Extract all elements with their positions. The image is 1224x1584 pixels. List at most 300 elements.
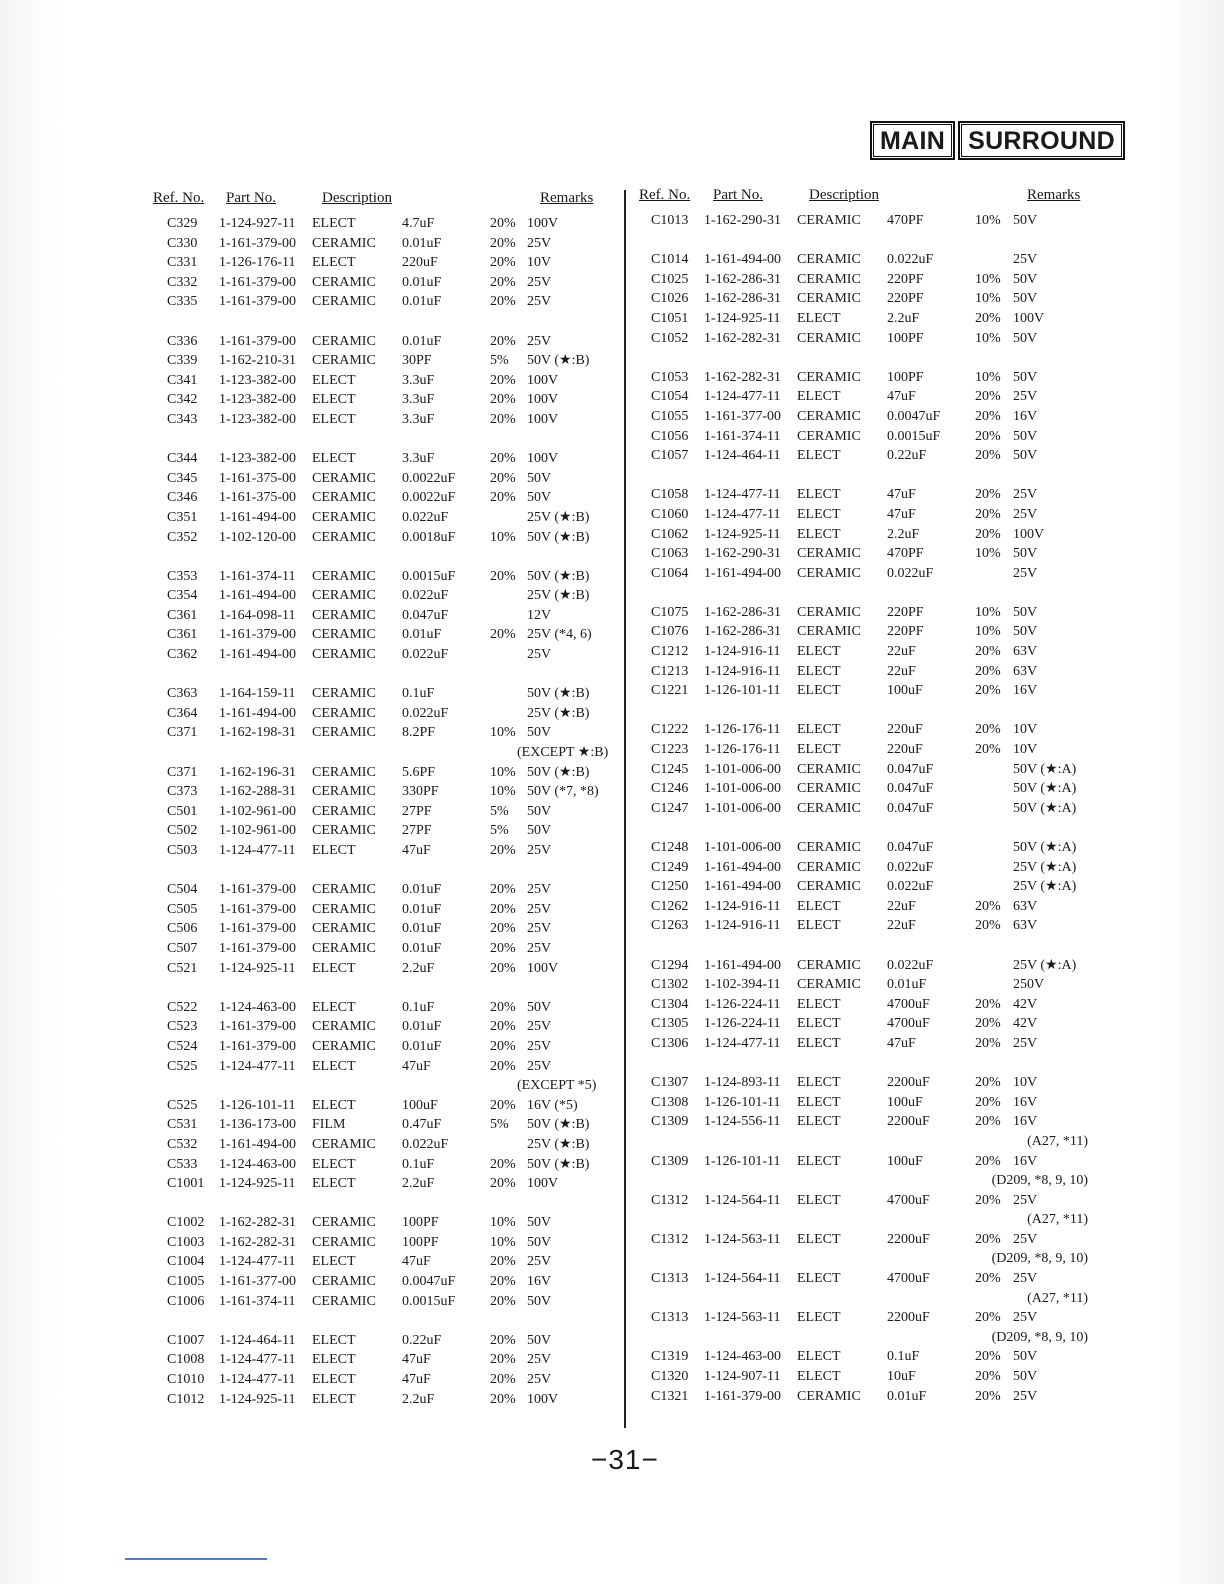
remark-note: (A27, *11) — [1027, 1212, 1088, 1228]
cell-remarks: 50V (★:A) — [1013, 761, 1077, 777]
cell-part-no: 1-124-916-11 — [704, 644, 781, 660]
cell-ref-no: C353 — [167, 568, 198, 584]
cell-part-no: 1-102-394-11 — [704, 977, 781, 993]
cell-value: 0.0015uF — [402, 1293, 456, 1309]
cell-remarks: 100V — [527, 1391, 559, 1407]
cell-remarks: 16V — [1013, 408, 1038, 424]
cell-description: ELECT — [797, 1310, 841, 1326]
cell-part-no: 1-162-288-31 — [219, 784, 296, 800]
cell-remarks: 50V (★:A) — [1013, 840, 1077, 855]
cell-remarks: 50V — [1013, 369, 1038, 385]
cell-description: CERAMIC — [797, 957, 861, 973]
cell-value: 0.01uF — [402, 940, 442, 956]
cell-remarks: 63V — [1013, 644, 1038, 660]
table-row — [636, 250, 1092, 270]
remark-note-row — [636, 1289, 1092, 1309]
table-row — [636, 1073, 1092, 1093]
table-row — [636, 427, 1092, 447]
table-row — [636, 211, 1092, 231]
cell-tolerance: 5% — [490, 803, 509, 819]
cell-description: ELECT — [312, 1156, 356, 1172]
cell-ref-no: C1319 — [651, 1349, 689, 1365]
cell-value: 27PF — [402, 803, 432, 819]
cell-value: 0.0015uF — [402, 568, 456, 584]
cell-ref-no: C1312 — [651, 1192, 689, 1208]
cell-value: 30PF — [402, 353, 432, 369]
cell-description: FILM — [312, 1117, 346, 1133]
cell-tolerance: 20% — [975, 1369, 1001, 1385]
cell-remarks: 12V — [527, 607, 552, 623]
cell-part-no: 1-162-286-31 — [704, 291, 781, 307]
cell-ref-no: C524 — [167, 1038, 198, 1054]
cell-remarks: 16V — [527, 1274, 552, 1290]
cell-ref-no: C371 — [167, 764, 198, 780]
cell-ref-no: C1305 — [651, 1016, 689, 1032]
cell-part-no: 1-124-916-11 — [704, 663, 781, 679]
cell-part-no: 1-124-477-11 — [219, 1372, 296, 1388]
table-row — [636, 1367, 1092, 1387]
cell-value: 22uF — [887, 644, 916, 660]
table-row — [150, 469, 612, 489]
cell-ref-no: C362 — [167, 647, 198, 663]
cell-remarks: 25V — [527, 1372, 552, 1388]
cell-value: 0.022uF — [402, 588, 449, 604]
table-row — [636, 446, 1092, 466]
table-row — [150, 802, 612, 822]
cell-ref-no: C1002 — [167, 1215, 205, 1231]
cell-part-no: 1-161-494-00 — [704, 957, 781, 973]
cell-remarks: 50V (★:B) — [527, 1117, 590, 1133]
cell-description: ELECT — [312, 1097, 356, 1113]
cell-description: ELECT — [312, 216, 356, 231]
cell-remarks: 100V — [527, 960, 559, 976]
cell-remarks: 10V — [1013, 1075, 1038, 1091]
cell-ref-no: C1304 — [651, 996, 689, 1012]
cell-value: 220PF — [887, 291, 924, 307]
cell-tolerance: 5% — [490, 823, 509, 839]
cell-part-no: 1-126-101-11 — [704, 1094, 781, 1110]
cell-ref-no: C361 — [167, 607, 198, 623]
table-row — [150, 1331, 612, 1351]
cell-remarks: 10V — [1013, 742, 1038, 758]
cell-value: 0.047uF — [887, 781, 934, 797]
cell-tolerance: 10% — [975, 624, 1001, 640]
parts-list-right — [636, 183, 1092, 1406]
cell-value: 0.22uF — [402, 1332, 442, 1348]
cell-ref-no: C1052 — [651, 330, 689, 346]
cell-tolerance: 5% — [490, 1117, 509, 1133]
cell-tolerance: 20% — [975, 1016, 1001, 1032]
table-row — [150, 1037, 612, 1057]
cell-part-no: 1-124-927-11 — [219, 216, 296, 231]
cell-part-no: 1-126-224-11 — [704, 996, 781, 1012]
cell-tolerance: 20% — [975, 506, 1001, 522]
table-row — [150, 1096, 612, 1116]
cell-part-no: 1-162-286-31 — [704, 604, 781, 620]
cell-part-no: 1-162-282-31 — [219, 1234, 296, 1250]
cell-description: ELECT — [797, 389, 841, 405]
cell-tolerance: 20% — [975, 1310, 1001, 1326]
cell-description: CERAMIC — [312, 235, 376, 251]
cell-remarks: 50V (★:B) — [527, 529, 590, 545]
cell-part-no: 1-124-477-11 — [704, 389, 781, 405]
cell-value: 100uF — [887, 683, 923, 699]
remark-note: (D209, *8, 9, 10) — [991, 1173, 1088, 1189]
cell-ref-no: C1006 — [167, 1293, 205, 1309]
remark-note-row — [150, 743, 612, 763]
cell-remarks: 42V — [1013, 1016, 1038, 1032]
cell-tolerance: 20% — [490, 1352, 516, 1368]
cell-tolerance: 20% — [975, 1231, 1001, 1247]
cell-description: CERAMIC — [312, 1038, 376, 1054]
cell-part-no: 1-161-494-00 — [704, 879, 781, 895]
cell-part-no: 1-101-006-00 — [704, 800, 781, 816]
cell-remarks: 100V — [527, 411, 559, 427]
cell-remarks: 25V — [1013, 1192, 1038, 1208]
cell-remarks: 50V — [527, 803, 552, 819]
cell-ref-no: C341 — [167, 372, 198, 388]
cell-description: ELECT — [797, 644, 841, 660]
cell-description: CERAMIC — [797, 859, 861, 875]
cell-tolerance: 10% — [975, 271, 1001, 287]
table-row — [150, 821, 612, 841]
cell-description: CERAMIC — [312, 588, 376, 604]
cell-ref-no: C1013 — [651, 213, 689, 228]
cell-description: ELECT — [797, 506, 841, 522]
cell-remarks: 16V — [1013, 1153, 1038, 1169]
remark-note-row — [636, 1328, 1092, 1348]
cell-value: 0.022uF — [887, 957, 934, 973]
table-row — [150, 1057, 612, 1077]
cell-description: ELECT — [312, 392, 356, 408]
cell-remarks: 250V — [1013, 977, 1045, 993]
remark-note: (EXCEPT *5) — [517, 1078, 597, 1094]
cell-part-no: 1-124-556-11 — [704, 1114, 781, 1130]
table-row — [636, 309, 1092, 329]
cell-part-no: 1-161-494-00 — [704, 252, 781, 268]
cell-description: ELECT — [797, 898, 841, 914]
cell-remarks: 50V — [1013, 330, 1038, 346]
table-row — [150, 723, 612, 743]
cell-description: ELECT — [797, 1153, 841, 1169]
cell-remarks: 25V (*4, 6) — [527, 627, 592, 643]
cell-value: 10uF — [887, 1369, 916, 1385]
table-row — [150, 528, 612, 548]
cell-value: 0.022uF — [887, 565, 934, 581]
cell-ref-no: C1262 — [651, 898, 689, 914]
cell-part-no: 1-161-494-00 — [219, 588, 296, 604]
cell-tolerance: 20% — [975, 1153, 1001, 1169]
cell-remarks: 63V — [1013, 898, 1038, 914]
table-row — [636, 720, 1092, 740]
cell-part-no: 1-161-379-00 — [219, 1019, 296, 1035]
cell-ref-no: C1248 — [651, 840, 689, 855]
cell-description: CERAMIC — [312, 1274, 376, 1290]
cell-tolerance: 20% — [975, 408, 1001, 424]
table-row — [150, 763, 612, 783]
cell-description: CERAMIC — [797, 291, 861, 307]
cell-tolerance: 10% — [490, 1215, 516, 1231]
cell-part-no: 1-161-379-00 — [219, 940, 296, 956]
cell-ref-no: C1010 — [167, 1372, 205, 1388]
cell-part-no: 1-161-374-11 — [704, 428, 781, 444]
cell-ref-no: C503 — [167, 843, 198, 858]
table-row — [150, 1252, 612, 1272]
cell-ref-no: C502 — [167, 823, 198, 839]
remark-note: (A27, *11) — [1027, 1133, 1088, 1149]
cell-description: CERAMIC — [312, 705, 376, 721]
cell-tolerance: 20% — [490, 1372, 516, 1388]
table-row — [636, 1093, 1092, 1113]
cell-description: CERAMIC — [312, 764, 376, 780]
cell-description: CERAMIC — [797, 408, 861, 424]
cell-ref-no: C351 — [167, 509, 198, 525]
cell-ref-no: C1060 — [651, 506, 689, 522]
cell-tolerance: 20% — [490, 1019, 516, 1035]
footer-rule — [125, 1558, 267, 1560]
cell-tolerance: 20% — [490, 451, 516, 467]
table-row — [150, 351, 612, 371]
cell-value: 100uF — [887, 1153, 923, 1169]
cell-part-no: 1-126-176-11 — [704, 722, 781, 738]
cell-remarks: 25V — [527, 647, 552, 663]
cell-value: 2200uF — [887, 1114, 930, 1130]
table-row — [150, 292, 612, 312]
cell-tolerance: 20% — [975, 1349, 1001, 1365]
cell-value: 0.0047uF — [402, 1274, 456, 1290]
table-row — [150, 214, 612, 234]
cell-remarks: 25V — [1013, 506, 1038, 522]
cell-remarks: 63V — [1013, 663, 1038, 679]
cell-tolerance: 10% — [975, 604, 1001, 620]
cell-description: CERAMIC — [312, 823, 376, 839]
cell-description: CERAMIC — [312, 627, 376, 643]
table-row — [150, 782, 612, 802]
cell-part-no: 1-126-176-11 — [704, 742, 781, 758]
cell-remarks: 50V — [527, 1215, 552, 1231]
table-row — [150, 1155, 612, 1175]
cell-remarks: 50V — [527, 490, 552, 506]
table-row — [150, 586, 612, 606]
cell-ref-no: C1263 — [651, 918, 689, 934]
cell-description: CERAMIC — [312, 470, 376, 486]
badge-surround-label: SURROUND — [961, 124, 1122, 157]
header-remarks: Remarks — [540, 190, 594, 206]
cell-part-no: 1-162-290-31 — [704, 213, 781, 228]
cell-tolerance: 10% — [490, 764, 516, 780]
cell-ref-no: C1054 — [651, 389, 689, 405]
cell-description: ELECT — [797, 1114, 841, 1130]
cell-remarks: 50V — [1013, 271, 1038, 287]
cell-part-no: 1-161-494-00 — [704, 859, 781, 875]
cell-remarks: 16V — [1013, 1114, 1038, 1130]
cell-description: ELECT — [312, 1176, 356, 1192]
row-spacer — [636, 1054, 1092, 1074]
cell-value: 0.0022uF — [402, 490, 456, 506]
cell-value: 0.1uF — [887, 1349, 920, 1365]
cell-remarks: 16V (*5) — [527, 1097, 578, 1113]
cell-ref-no: C1223 — [651, 742, 689, 758]
cell-description: CERAMIC — [797, 428, 861, 444]
cell-remarks: 100V — [1013, 310, 1045, 326]
cell-description: CERAMIC — [312, 901, 376, 917]
row-spacer — [636, 583, 1092, 603]
cell-ref-no: C1005 — [167, 1274, 205, 1290]
cell-value: 47uF — [402, 843, 431, 858]
cell-value: 0.01uF — [887, 977, 927, 993]
cell-ref-no: C1221 — [651, 683, 689, 699]
cell-part-no: 1-161-375-00 — [219, 490, 296, 506]
cell-part-no: 1-161-379-00 — [219, 882, 296, 898]
table-row — [636, 681, 1092, 701]
cell-description: CERAMIC — [312, 882, 376, 898]
remark-note: (EXCEPT ★:B) — [517, 745, 609, 761]
cell-ref-no: C1247 — [651, 800, 689, 816]
parts-list-left — [150, 186, 612, 1409]
cell-ref-no: C1012 — [167, 1391, 205, 1407]
cell-remarks: 25V — [527, 235, 552, 251]
cell-remarks: 50V — [1013, 1369, 1038, 1385]
cell-part-no: 1-101-006-00 — [704, 761, 781, 777]
cell-value: 2.2uF — [402, 1176, 435, 1192]
badge-surround — [958, 121, 1125, 160]
remark-note-row — [636, 1210, 1092, 1230]
cell-description: CERAMIC — [312, 1215, 376, 1231]
cell-remarks: 50V — [527, 823, 552, 839]
cell-value: 0.01uF — [402, 1019, 442, 1035]
cell-tolerance: 20% — [490, 882, 516, 898]
table-row — [636, 740, 1092, 760]
cell-tolerance: 10% — [975, 330, 1001, 346]
cell-description: CERAMIC — [312, 490, 376, 506]
table-row — [636, 916, 1092, 936]
cell-value: 100uF — [402, 1097, 438, 1113]
cell-part-no: 1-123-382-00 — [219, 451, 296, 467]
cell-ref-no: C329 — [167, 216, 198, 231]
cell-part-no: 1-161-494-00 — [704, 565, 781, 581]
cell-ref-no: C363 — [167, 686, 198, 702]
cell-ref-no: C1014 — [651, 252, 689, 268]
cell-description: ELECT — [797, 1035, 841, 1051]
cell-remarks: 50V — [1013, 428, 1038, 444]
cell-description: ELECT — [312, 999, 356, 1015]
cell-value: 47uF — [887, 1035, 916, 1051]
cell-ref-no: C1051 — [651, 310, 689, 326]
cell-tolerance: 10% — [490, 1234, 516, 1250]
cell-description: CERAMIC — [797, 977, 861, 993]
cell-tolerance: 20% — [490, 411, 516, 427]
cell-description: CERAMIC — [797, 330, 861, 346]
cell-part-no: 1-101-006-00 — [704, 840, 781, 855]
cell-value: 0.0047uF — [887, 408, 941, 424]
cell-description: ELECT — [312, 1332, 356, 1348]
cell-ref-no: C1063 — [651, 546, 689, 562]
cell-part-no: 1-124-463-00 — [219, 999, 296, 1015]
cell-value: 47uF — [402, 1372, 431, 1388]
cell-part-no: 1-124-477-11 — [704, 487, 781, 503]
cell-tolerance: 20% — [975, 1075, 1001, 1091]
cell-value: 3.3uF — [402, 392, 435, 408]
remark-note: (A27, *11) — [1027, 1290, 1088, 1306]
cell-description: ELECT — [312, 451, 356, 467]
cell-value: 330PF — [402, 784, 439, 800]
cell-remarks: 10V — [527, 255, 552, 271]
header-description: Description — [322, 190, 392, 206]
cell-description: CERAMIC — [312, 803, 376, 819]
cell-part-no: 1-124-463-00 — [704, 1349, 781, 1365]
table-row — [636, 1347, 1092, 1367]
cell-description: CERAMIC — [312, 647, 376, 663]
cell-ref-no: C346 — [167, 490, 198, 506]
cell-part-no: 1-162-286-31 — [704, 271, 781, 287]
cell-remarks: 25V — [1013, 487, 1038, 503]
cell-description: ELECT — [312, 960, 356, 976]
table-row — [636, 1014, 1092, 1034]
cell-ref-no: C1321 — [651, 1388, 689, 1404]
cell-value: 0.047uF — [887, 761, 934, 777]
table-row — [636, 1191, 1092, 1211]
cell-description: CERAMIC — [312, 529, 376, 545]
cell-part-no: 1-136-173-00 — [219, 1117, 296, 1133]
cell-tolerance: 20% — [490, 568, 516, 584]
cell-remarks: 25V — [1013, 1388, 1038, 1404]
row-spacer — [150, 430, 612, 450]
cell-remarks: 50V (★:B) — [527, 1156, 590, 1172]
table-row — [150, 939, 612, 959]
table-row — [150, 606, 612, 626]
cell-value: 3.3uF — [402, 372, 435, 388]
cell-tolerance: 20% — [490, 1156, 516, 1172]
cell-remarks: 25V — [1013, 1271, 1038, 1287]
cell-part-no: 1-161-379-00 — [219, 294, 296, 310]
cell-remarks: 25V — [527, 901, 552, 917]
cell-description: ELECT — [797, 663, 841, 679]
cell-remarks: 100V — [527, 216, 559, 231]
cell-tolerance: 10% — [975, 546, 1001, 562]
cell-tolerance: 20% — [975, 663, 1001, 679]
cell-part-no: 1-162-196-31 — [219, 764, 296, 780]
table-row — [150, 449, 612, 469]
cell-description: CERAMIC — [797, 761, 861, 777]
cell-tolerance: 20% — [490, 1332, 516, 1348]
cell-part-no: 1-161-494-00 — [219, 1136, 296, 1152]
cell-tolerance: 20% — [490, 627, 516, 643]
cell-value: 0.022uF — [402, 647, 449, 663]
table-row — [150, 332, 612, 352]
cell-part-no: 1-124-563-11 — [704, 1231, 781, 1247]
cell-part-no: 1-124-916-11 — [704, 918, 781, 934]
cell-value: 220PF — [887, 604, 924, 620]
cell-value: 100PF — [402, 1215, 439, 1231]
cell-remarks: 25V — [527, 882, 552, 898]
cell-ref-no: C345 — [167, 470, 198, 486]
cell-part-no: 1-162-282-31 — [704, 330, 781, 346]
cell-description: ELECT — [797, 683, 841, 699]
cell-part-no: 1-162-198-31 — [219, 725, 296, 741]
cell-ref-no: C533 — [167, 1156, 198, 1172]
table-row — [150, 253, 612, 273]
cell-description: ELECT — [797, 310, 841, 326]
row-spacer — [150, 312, 612, 332]
table-row — [636, 975, 1092, 995]
cell-tolerance: 20% — [975, 1192, 1001, 1208]
cell-ref-no: C330 — [167, 235, 198, 251]
cell-value: 0.022uF — [887, 252, 934, 268]
cell-description: ELECT — [797, 1231, 841, 1247]
cell-value: 2200uF — [887, 1075, 930, 1091]
table-row — [636, 760, 1092, 780]
cell-ref-no: C344 — [167, 451, 198, 467]
